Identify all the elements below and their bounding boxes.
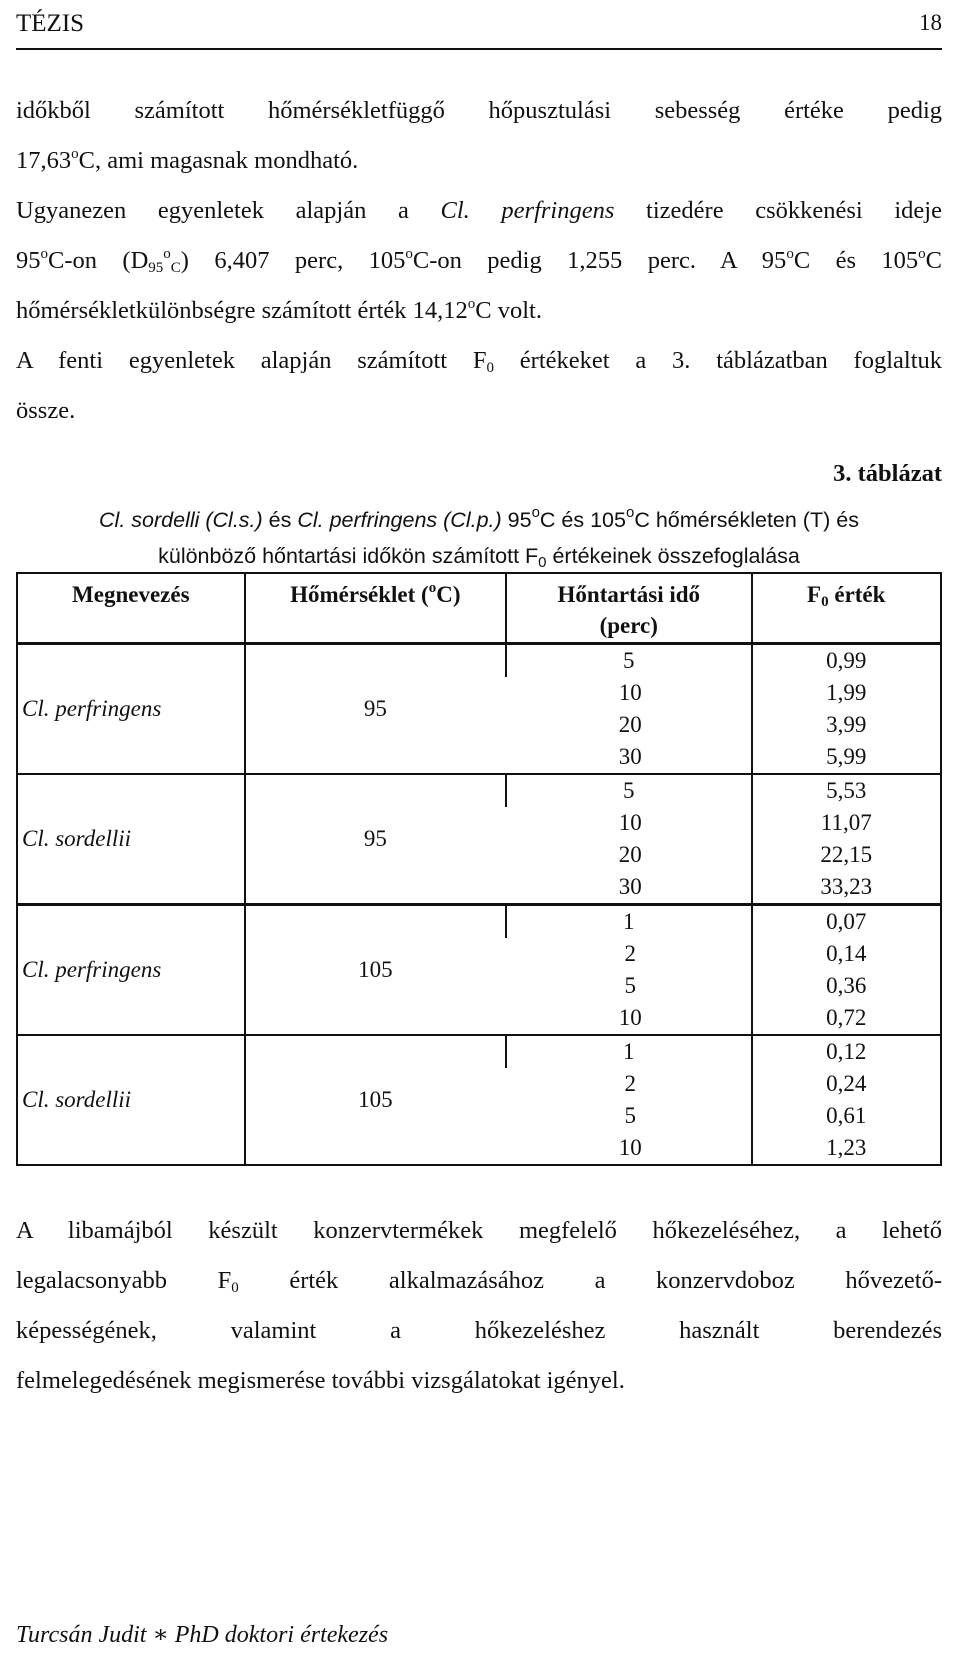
table-row — [17, 905, 941, 939]
table-header-row — [17, 573, 941, 644]
table-caption: különböző hőntartási időkön számított $F_0$ értékeinek összefoglalása — [158, 544, 800, 571]
f0-value-cell: 0,14 — [752, 938, 942, 970]
organism-name: Cl. sordellii — [17, 774, 245, 905]
holding-time-cell: 5 — [624, 973, 637, 998]
holding-time-cell: 30 — [618, 744, 642, 769]
holding-time-cell: 2 — [624, 1071, 637, 1096]
holding-time-cell: 1 — [506, 905, 751, 939]
table-row — [17, 644, 941, 678]
holding-time-cell: 20 — [618, 842, 642, 867]
organism-name: Cl. sordellii — [17, 1035, 245, 1165]
f0-value-cell: 0,72 — [752, 1002, 942, 1035]
paragraph-line: A fenti egyenletek alapján számított $F_0$ értékeket a 3. táblázatban foglaltuk — [16, 347, 942, 376]
paragraph-1 — [16, 86, 942, 436]
f0-value-cell: 5,99 — [752, 741, 942, 774]
paragraph-3 — [16, 1206, 942, 1406]
f0-value-cell: 0,12 — [752, 1035, 942, 1068]
paragraph-line: felmelegedésének megismerése további vizsgálatokat igényel. — [16, 1367, 625, 1394]
f0-value-cell: 3,99 — [752, 709, 942, 741]
temperature-cell: 105 — [245, 1035, 506, 1165]
f0-value-cell: 0,24 — [752, 1068, 942, 1100]
holding-time-cell: 1 — [506, 1035, 751, 1068]
f0-value-cell: 0,99 — [752, 644, 942, 678]
f0-value-cell: 11,07 — [752, 807, 942, 839]
f0-value-cell: 1,23 — [752, 1132, 942, 1165]
temperature-cell: 95 — [245, 774, 506, 905]
f0-value-cell: 0,07 — [752, 905, 942, 939]
temperature-cell: 95 — [245, 644, 506, 775]
paragraph-line: képességének, valamint a hőkezeléshez használt berendezés — [16, 1317, 942, 1344]
holding-time-cell: 5 — [506, 774, 751, 807]
organism-name: Cl. perfringens — [17, 644, 245, 775]
f0-value-cell: 22,15 — [752, 839, 942, 871]
f0-value-cell: 0,61 — [752, 1100, 942, 1132]
header-name: Megnevezés — [17, 573, 245, 644]
page-number: 18 — [919, 10, 942, 35]
paragraph-line: 95$^o$C-on $(D_{95}^o_C)$ 6,407 perc, 105$^o$C-on pedig 1,255 perc. A 95$^o$C és 105$^o$C — [16, 246, 942, 276]
holding-time-cell: 20 — [618, 712, 642, 737]
header-holding-time: Hőntartási idő (perc) — [506, 573, 751, 644]
paragraph-line: 17,63$^o$C, ami magasnak mondható. — [16, 146, 359, 174]
holding-time-cell: 30 — [618, 874, 642, 899]
holding-time-cell: 10 — [618, 1135, 642, 1160]
paragraph-line: A libamájból készült konzervtermékek megfelelő hőkezeléséhez, a lehető — [16, 1217, 942, 1244]
page-header — [16, 8, 942, 50]
f0-value-cell: 0,36 — [752, 970, 942, 1002]
paragraph-line: időkből számított hőmérsékletfüggő hőpusztulási sebesség értéke pedig — [16, 97, 942, 124]
table-label: 3. táblázat — [833, 460, 942, 487]
paragraph-line: hőmérsékletkülönbségre számított érték 14,12$^o$C volt. — [16, 296, 542, 324]
holding-time-cell: 5 — [624, 1103, 637, 1128]
paragraph-line: legalacsonyabb $F_0$ érték alkalmazásához a konzervdoboz hővezető- — [16, 1267, 942, 1296]
header-title: TÉZIS — [16, 10, 85, 37]
holding-time-cell: 2 — [624, 941, 637, 966]
paragraph-line: össze. — [16, 397, 76, 424]
f0-values-table — [16, 572, 942, 1166]
table-caption: Cl. sordelli (Cl.s.) és Cl. perfringens (Cl.p.) 95$^o$C és 105$^o$C hőmérsékleten (T) és — [99, 504, 859, 532]
f0-value-cell: 33,23 — [752, 871, 942, 905]
holding-time-cell: 10 — [618, 810, 642, 835]
holding-time-cell: 10 — [618, 680, 642, 705]
f0-value-cell: 1,99 — [752, 677, 942, 709]
header-f0-value: $F_0$ érték — [752, 573, 942, 644]
paragraph-line: Ugyanezen egyenletek alapján a Cl. perfringens tizedére csökkenési ideje — [16, 197, 942, 224]
holding-time-cell: 10 — [618, 1005, 642, 1030]
table-row — [17, 1035, 941, 1068]
header-temperature: Hőmérséklet ($^o$C) — [245, 573, 506, 644]
holding-time-cell: 5 — [506, 644, 751, 678]
page-footer: Turcsán Judit ∗ PhD doktori értekezés — [16, 1622, 389, 1648]
temperature-cell: 105 — [245, 905, 506, 1036]
table-row — [17, 774, 941, 807]
organism-name: Cl. perfringens — [17, 905, 245, 1036]
f0-value-cell: 5,53 — [752, 774, 942, 807]
